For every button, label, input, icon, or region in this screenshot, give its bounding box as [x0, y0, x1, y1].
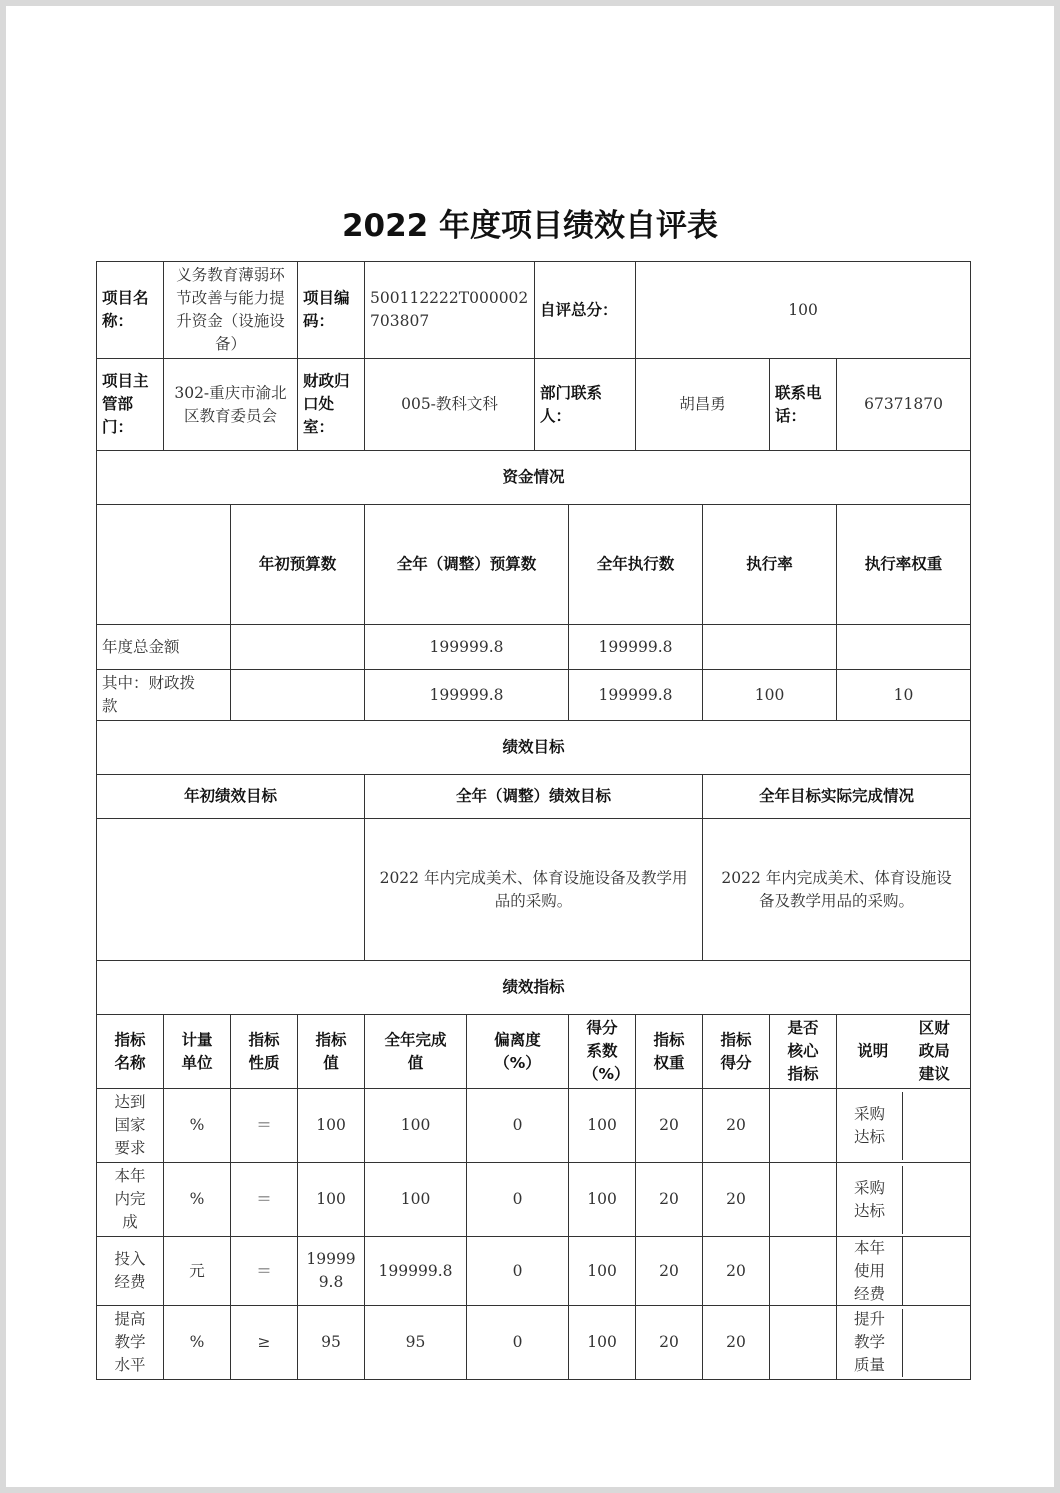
funds-cell — [703, 625, 837, 670]
indicator-cell: 100 — [569, 1306, 636, 1380]
indicator-cell: 20 — [703, 1163, 770, 1237]
indicator-cell: ＝ — [231, 1163, 298, 1237]
goals-header-row — [97, 775, 971, 819]
indicator-header-target: 指标值 — [298, 1015, 365, 1089]
indicator-header-advice: 区财政局建议 — [918, 1019, 950, 1083]
indicator-cell: 20 — [636, 1089, 703, 1163]
dept-value: 302-重庆市渝北区教育委员会 — [164, 359, 298, 451]
indicator-desc: 本年使用经费 — [837, 1237, 903, 1305]
indicator-cell: 100 — [569, 1089, 636, 1163]
indicator-cell: 100 — [569, 1237, 636, 1306]
funds-header-adjusted-budget: 全年（调整）预算数 — [365, 505, 569, 625]
funds-cell: 199999.8 — [365, 625, 569, 670]
funds-cell — [231, 625, 365, 670]
project-code-label: 项目编码： — [298, 262, 365, 359]
indicators-section-title: 绩效指标 — [97, 961, 971, 1015]
indicator-cell: 20 — [636, 1306, 703, 1380]
indicator-cell — [770, 1237, 837, 1306]
indicator-cell: 20 — [636, 1237, 703, 1306]
funds-cell: 199999.8 — [365, 670, 569, 721]
indicator-advice — [903, 1309, 970, 1377]
funds-cell: 年度总金额 — [97, 625, 231, 670]
indicator-cell: 0 — [467, 1089, 569, 1163]
indicator-header-nature: 指标性质 — [231, 1015, 298, 1089]
indicator-desc-advice — [837, 1163, 971, 1237]
indicator-cell: 20 — [703, 1089, 770, 1163]
goals-value-row — [97, 819, 971, 961]
indicator-cell: 0 — [467, 1163, 569, 1237]
project-name-value: 义务教育薄弱环节改善与能力提升资金（设施设备） — [164, 262, 298, 359]
funds-section-row — [97, 451, 971, 505]
indicator-split — [837, 1309, 970, 1377]
indicator-cell: ＝ — [231, 1089, 298, 1163]
indicator-cell: 达到国家要求 — [97, 1089, 164, 1163]
indicator-header-deviation: 偏离度（%） — [467, 1015, 569, 1089]
self-score-label: 自评总分： — [535, 262, 636, 359]
indicator-header-core: 是否核心指标 — [770, 1015, 837, 1089]
indicator-desc-advice — [837, 1306, 971, 1380]
self-score-value: 100 — [636, 262, 971, 359]
indicator-desc-advice — [837, 1237, 971, 1306]
indicator-cell: 100 — [569, 1163, 636, 1237]
indicator-header-actual: 全年完成值 — [365, 1015, 467, 1089]
goals-value-adjusted: 2022 年内完成美术、体育设施设备及教学用品的采购。 — [365, 819, 703, 961]
funds-row — [97, 670, 971, 721]
indicator-cell — [770, 1089, 837, 1163]
funds-cell: 100 — [703, 670, 837, 721]
indicator-cell: ≥ — [231, 1306, 298, 1380]
funds-section-title: 资金情况 — [97, 451, 971, 505]
indicator-header-score: 指标得分 — [703, 1015, 770, 1089]
indicator-cell: 100 — [298, 1089, 365, 1163]
phone-label: 联系电话： — [770, 359, 837, 451]
indicator-cell: 20 — [703, 1306, 770, 1380]
indicator-desc: 采购达标 — [837, 1092, 903, 1160]
self-evaluation-table — [96, 261, 971, 1380]
goals-value-initial — [97, 819, 365, 961]
indicator-cell: 0 — [467, 1237, 569, 1306]
indicator-cell: 20 — [636, 1163, 703, 1237]
contact-label: 部门联系人： — [535, 359, 636, 451]
indicator-cell: 20 — [703, 1237, 770, 1306]
funds-cell: 10 — [837, 670, 971, 721]
goals-section-title: 绩效目标 — [97, 721, 971, 775]
indicator-cell: ＝ — [231, 1237, 298, 1306]
indicator-cell: 95 — [365, 1306, 467, 1380]
funds-header-blank — [97, 505, 231, 625]
goals-header-actual: 全年目标实际完成情况 — [703, 775, 971, 819]
page-title: 2022 年度项目绩效自评表 — [341, 208, 719, 244]
indicators-section-row — [97, 961, 971, 1015]
indicators-header-row — [97, 1015, 971, 1089]
indicator-split — [837, 1237, 970, 1305]
indicator-cell: % — [164, 1163, 231, 1237]
funds-header-initial-budget: 年初预算数 — [231, 505, 365, 625]
indicator-cell: 提高教学水平 — [97, 1306, 164, 1380]
funds-header-row — [97, 505, 971, 625]
indicator-desc: 采购达标 — [837, 1166, 903, 1234]
indicator-split — [837, 1092, 970, 1160]
dept-label: 项目主管部门： — [97, 359, 164, 451]
phone-value: 67371870 — [837, 359, 971, 451]
indicator-header-unit: 计量单位 — [164, 1015, 231, 1089]
goals-header-adjusted: 全年（调整）绩效目标 — [365, 775, 703, 819]
indicator-cell: 本年内完成 — [97, 1163, 164, 1237]
indicator-cell: 199999.8 — [365, 1237, 467, 1306]
funds-cell: 199999.8 — [569, 625, 703, 670]
info-row-2 — [97, 359, 971, 451]
indicator-header-weight: 指标权重 — [636, 1015, 703, 1089]
funds-cell — [231, 670, 365, 721]
indicator-cell — [770, 1306, 837, 1380]
finance-office-value: 005-教科文科 — [365, 359, 535, 451]
goals-header-initial: 年初绩效目标 — [97, 775, 365, 819]
indicator-cell: 95 — [298, 1306, 365, 1380]
goals-section-row — [97, 721, 971, 775]
indicator-advice — [903, 1166, 970, 1234]
funds-row — [97, 625, 971, 670]
indicator-header-desc: 说明 — [857, 1042, 889, 1060]
contact-value: 胡昌勇 — [636, 359, 770, 451]
indicator-header-desc-advice — [837, 1015, 971, 1089]
indicator-cell: 100 — [365, 1089, 467, 1163]
indicator-advice — [903, 1092, 970, 1160]
indicator-cell: 199999.8 — [298, 1237, 365, 1306]
indicator-cell — [770, 1163, 837, 1237]
indicator-advice — [903, 1237, 970, 1305]
funds-header-rate-weight: 执行率权重 — [837, 505, 971, 625]
project-name-label: 项目名称： — [97, 262, 164, 359]
indicator-row — [97, 1237, 971, 1306]
indicator-row — [97, 1163, 971, 1237]
goals-value-actual: 2022 年内完成美术、体育设施设备及教学用品的采购。 — [703, 819, 971, 961]
indicator-cell: 投入经费 — [97, 1237, 164, 1306]
indicator-cell: 元 — [164, 1237, 231, 1306]
indicator-desc-advice — [837, 1089, 971, 1163]
funds-header-exec-rate: 执行率 — [703, 505, 837, 625]
indicator-cell: 100 — [365, 1163, 467, 1237]
funds-cell: 199999.8 — [569, 670, 703, 721]
indicator-cell: 100 — [298, 1163, 365, 1237]
info-row-1 — [97, 262, 971, 359]
project-code-value: 500112222T000002703807 — [365, 262, 535, 359]
indicator-cell: % — [164, 1089, 231, 1163]
funds-cell — [837, 625, 971, 670]
indicator-header-split — [842, 1017, 965, 1086]
indicator-header-name: 指标名称 — [97, 1015, 164, 1089]
indicator-cell: 0 — [467, 1306, 569, 1380]
indicator-row — [97, 1089, 971, 1163]
indicator-row — [97, 1306, 971, 1380]
funds-cell: 其中：财政拨款 — [97, 670, 231, 721]
indicator-header-coefficient: 得分系数（%） — [569, 1015, 636, 1089]
funds-header-executed: 全年执行数 — [569, 505, 703, 625]
indicator-cell: % — [164, 1306, 231, 1380]
indicator-desc: 提升教学质量 — [837, 1309, 903, 1377]
indicator-split — [837, 1166, 970, 1234]
finance-office-label: 财政归口处室： — [298, 359, 365, 451]
